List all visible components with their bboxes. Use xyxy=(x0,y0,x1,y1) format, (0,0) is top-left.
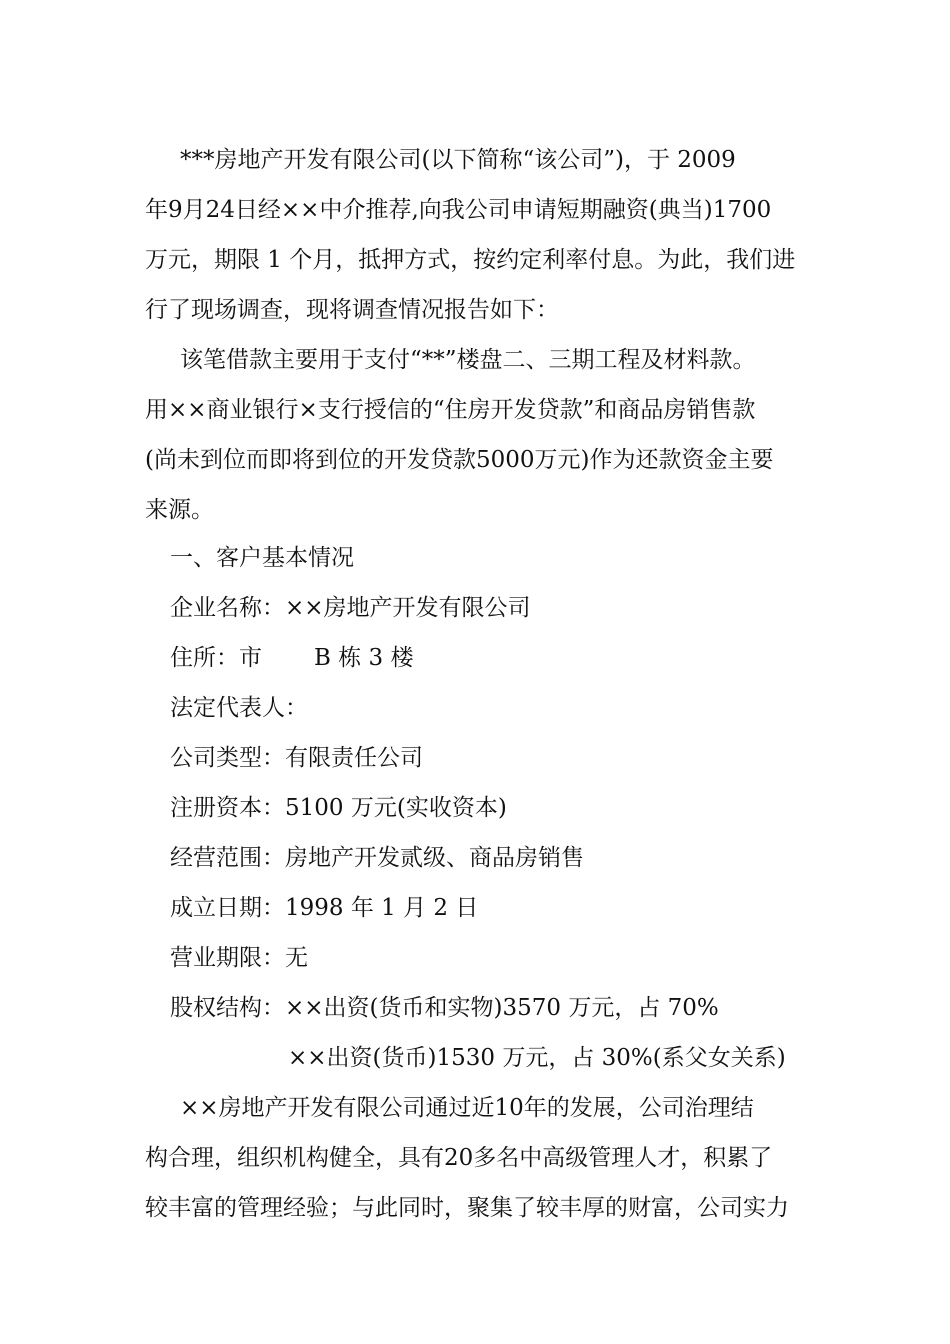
address-suffix: B 栋 3 楼 xyxy=(314,645,414,671)
legal-representative: 法定代表人： xyxy=(170,695,308,721)
equity-structure-1: 股权结构：××出资(货币和实物)3570 万元，占 70% xyxy=(170,995,719,1021)
paragraph-2-line-3: (尚未到位而即将到位的开发贷款5000万元)作为还款资金主要 xyxy=(145,447,774,473)
paragraph-1-line-3: 万元，期限 1 个月，抵押方式，按约定利率付息。为此，我们进 xyxy=(145,247,796,273)
paragraph-2-line-4: 来源。 xyxy=(145,497,214,523)
company-name: 企业名称：××房地产开发有限公司 xyxy=(170,595,531,621)
paragraph-3-line-3: 较丰富的管理经验；与此同时，聚集了较丰厚的财富，公司实力 xyxy=(145,1195,789,1221)
paragraph-1-line-1: ***房地产开发有限公司(以下简称“该公司”)，于 2009 xyxy=(180,147,736,173)
paragraph-2-line-1: 该笔借款主要用于支付“**”楼盘二、三期工程及材料款。 xyxy=(180,347,756,373)
address-prefix: 住所：市 xyxy=(170,645,262,671)
registered-capital: 注册资本：5100 万元(实收资本) xyxy=(170,795,507,821)
paragraph-2-line-2: 用××商业银行×支行授信的“住房开发贷款”和商品房销售款 xyxy=(145,397,756,423)
paragraph-1-line-4: 行了现场调查，现将调查情况报告如下： xyxy=(145,297,559,323)
established-date: 成立日期：1998 年 1 月 2 日 xyxy=(170,895,479,921)
paragraph-3-line-1: ××房地产开发有限公司通过近10年的发展，公司治理结 xyxy=(180,1095,754,1121)
company-address xyxy=(170,633,835,683)
paragraph-3-line-2: 构合理，组织机构健全，具有20多名中高级管理人才，积累了 xyxy=(145,1145,773,1171)
paragraph-1-line-2: 年9月24日经××中介推荐,向我公司申请短期融资(典当)1700 xyxy=(145,197,772,223)
section-heading: 一、客户基本情况 xyxy=(170,545,354,571)
business-scope: 经营范围：房地产开发贰级、商品房销售 xyxy=(170,845,584,871)
business-term: 营业期限：无 xyxy=(170,945,308,971)
company-type: 公司类型：有限责任公司 xyxy=(170,745,423,771)
equity-structure-2: ××出资(货币)1530 万元，占 30%(系父女关系) xyxy=(288,1045,786,1071)
